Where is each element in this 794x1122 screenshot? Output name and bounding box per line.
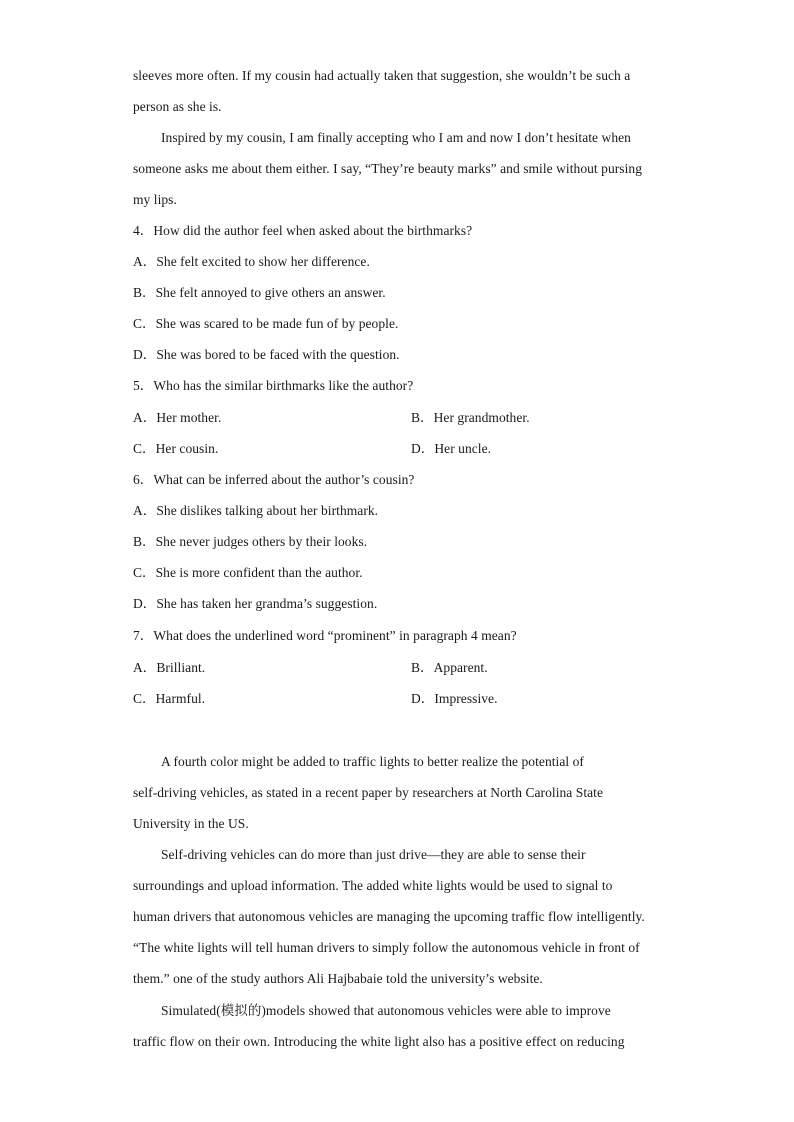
question-6-stem: 6．What can be inferred about the author’s cousin? xyxy=(133,472,415,487)
question-5-option-c: C．Her cousin. xyxy=(133,441,219,456)
passage-line: A fourth color might be added to traffic lights to better realize the potential of xyxy=(161,754,584,769)
passage-line: person as she is. xyxy=(133,99,222,114)
passage-line: Self-driving vehicles can do more than just drive—they are able to sense their xyxy=(161,847,586,862)
question-6-option-d: D．She has taken her grandma’s suggestion. xyxy=(133,596,378,611)
question-6-option-a: A．She dislikes talking about her birthmark. xyxy=(133,503,379,518)
question-5-option-b: B．Her grandmother. xyxy=(411,410,530,425)
question-6-option-b: B．She never judges others by their looks. xyxy=(133,534,368,549)
question-7-option-c: C．Harmful. xyxy=(133,691,206,706)
passage-line: traffic flow on their own. Introducing the white light also has a positive effect on reducing xyxy=(133,1034,625,1049)
passage-line: surroundings and upload information. The added white lights would be used to signal to xyxy=(133,878,613,893)
question-7-option-b: B．Apparent. xyxy=(411,660,488,675)
question-6-option-c: C．She is more confident than the author. xyxy=(133,565,363,580)
passage-line: “The white lights will tell human drivers to simply follow the autonomous vehicle in front of xyxy=(133,940,640,955)
passage-line: sleeves more often. If my cousin had actually taken that suggestion, she wouldn’t be such a xyxy=(133,68,631,83)
passage-line: University in the US. xyxy=(133,816,249,831)
passage-line: human drivers that autonomous vehicles are managing the upcoming traffic flow intelligently. xyxy=(133,909,645,924)
question-4-option-a: A．She felt excited to show her difference. xyxy=(133,254,370,269)
question-5-option-a: A．Her mother. xyxy=(133,410,222,425)
question-7-stem: 7．What does the underlined word “prominent” in paragraph 4 mean? xyxy=(133,628,517,643)
question-5-stem: 5．Who has the similar birthmarks like the author? xyxy=(133,378,414,393)
question-4-option-b: B．She felt annoyed to give others an answer. xyxy=(133,285,386,300)
question-4-stem: 4．How did the author feel when asked about the birthmarks? xyxy=(133,223,473,238)
passage-line: someone asks me about them either. I say, “They’re beauty marks” and smile without pursing xyxy=(133,161,642,176)
passage-line: my lips. xyxy=(133,192,177,207)
question-4-option-d: D．She was bored to be faced with the question. xyxy=(133,347,400,362)
passage-line: self-driving vehicles, as stated in a recent paper by researchers at North Carolina State xyxy=(133,785,604,800)
passage-line: Inspired by my cousin, I am finally accepting who I am and now I don’t hesitate when xyxy=(161,130,631,145)
passage-line: them.” one of the study authors Ali Hajbabaie told the university’s website. xyxy=(133,971,543,986)
question-7-option-a: A．Brilliant. xyxy=(133,660,206,675)
question-5-option-d: D．Her uncle. xyxy=(411,441,492,456)
question-7-option-d: D．Impressive. xyxy=(411,691,498,706)
question-4-option-c: C．She was scared to be made fun of by people. xyxy=(133,316,399,331)
passage-line: Simulated(模拟的)models showed that autonomous vehicles were able to improve xyxy=(161,1003,611,1018)
